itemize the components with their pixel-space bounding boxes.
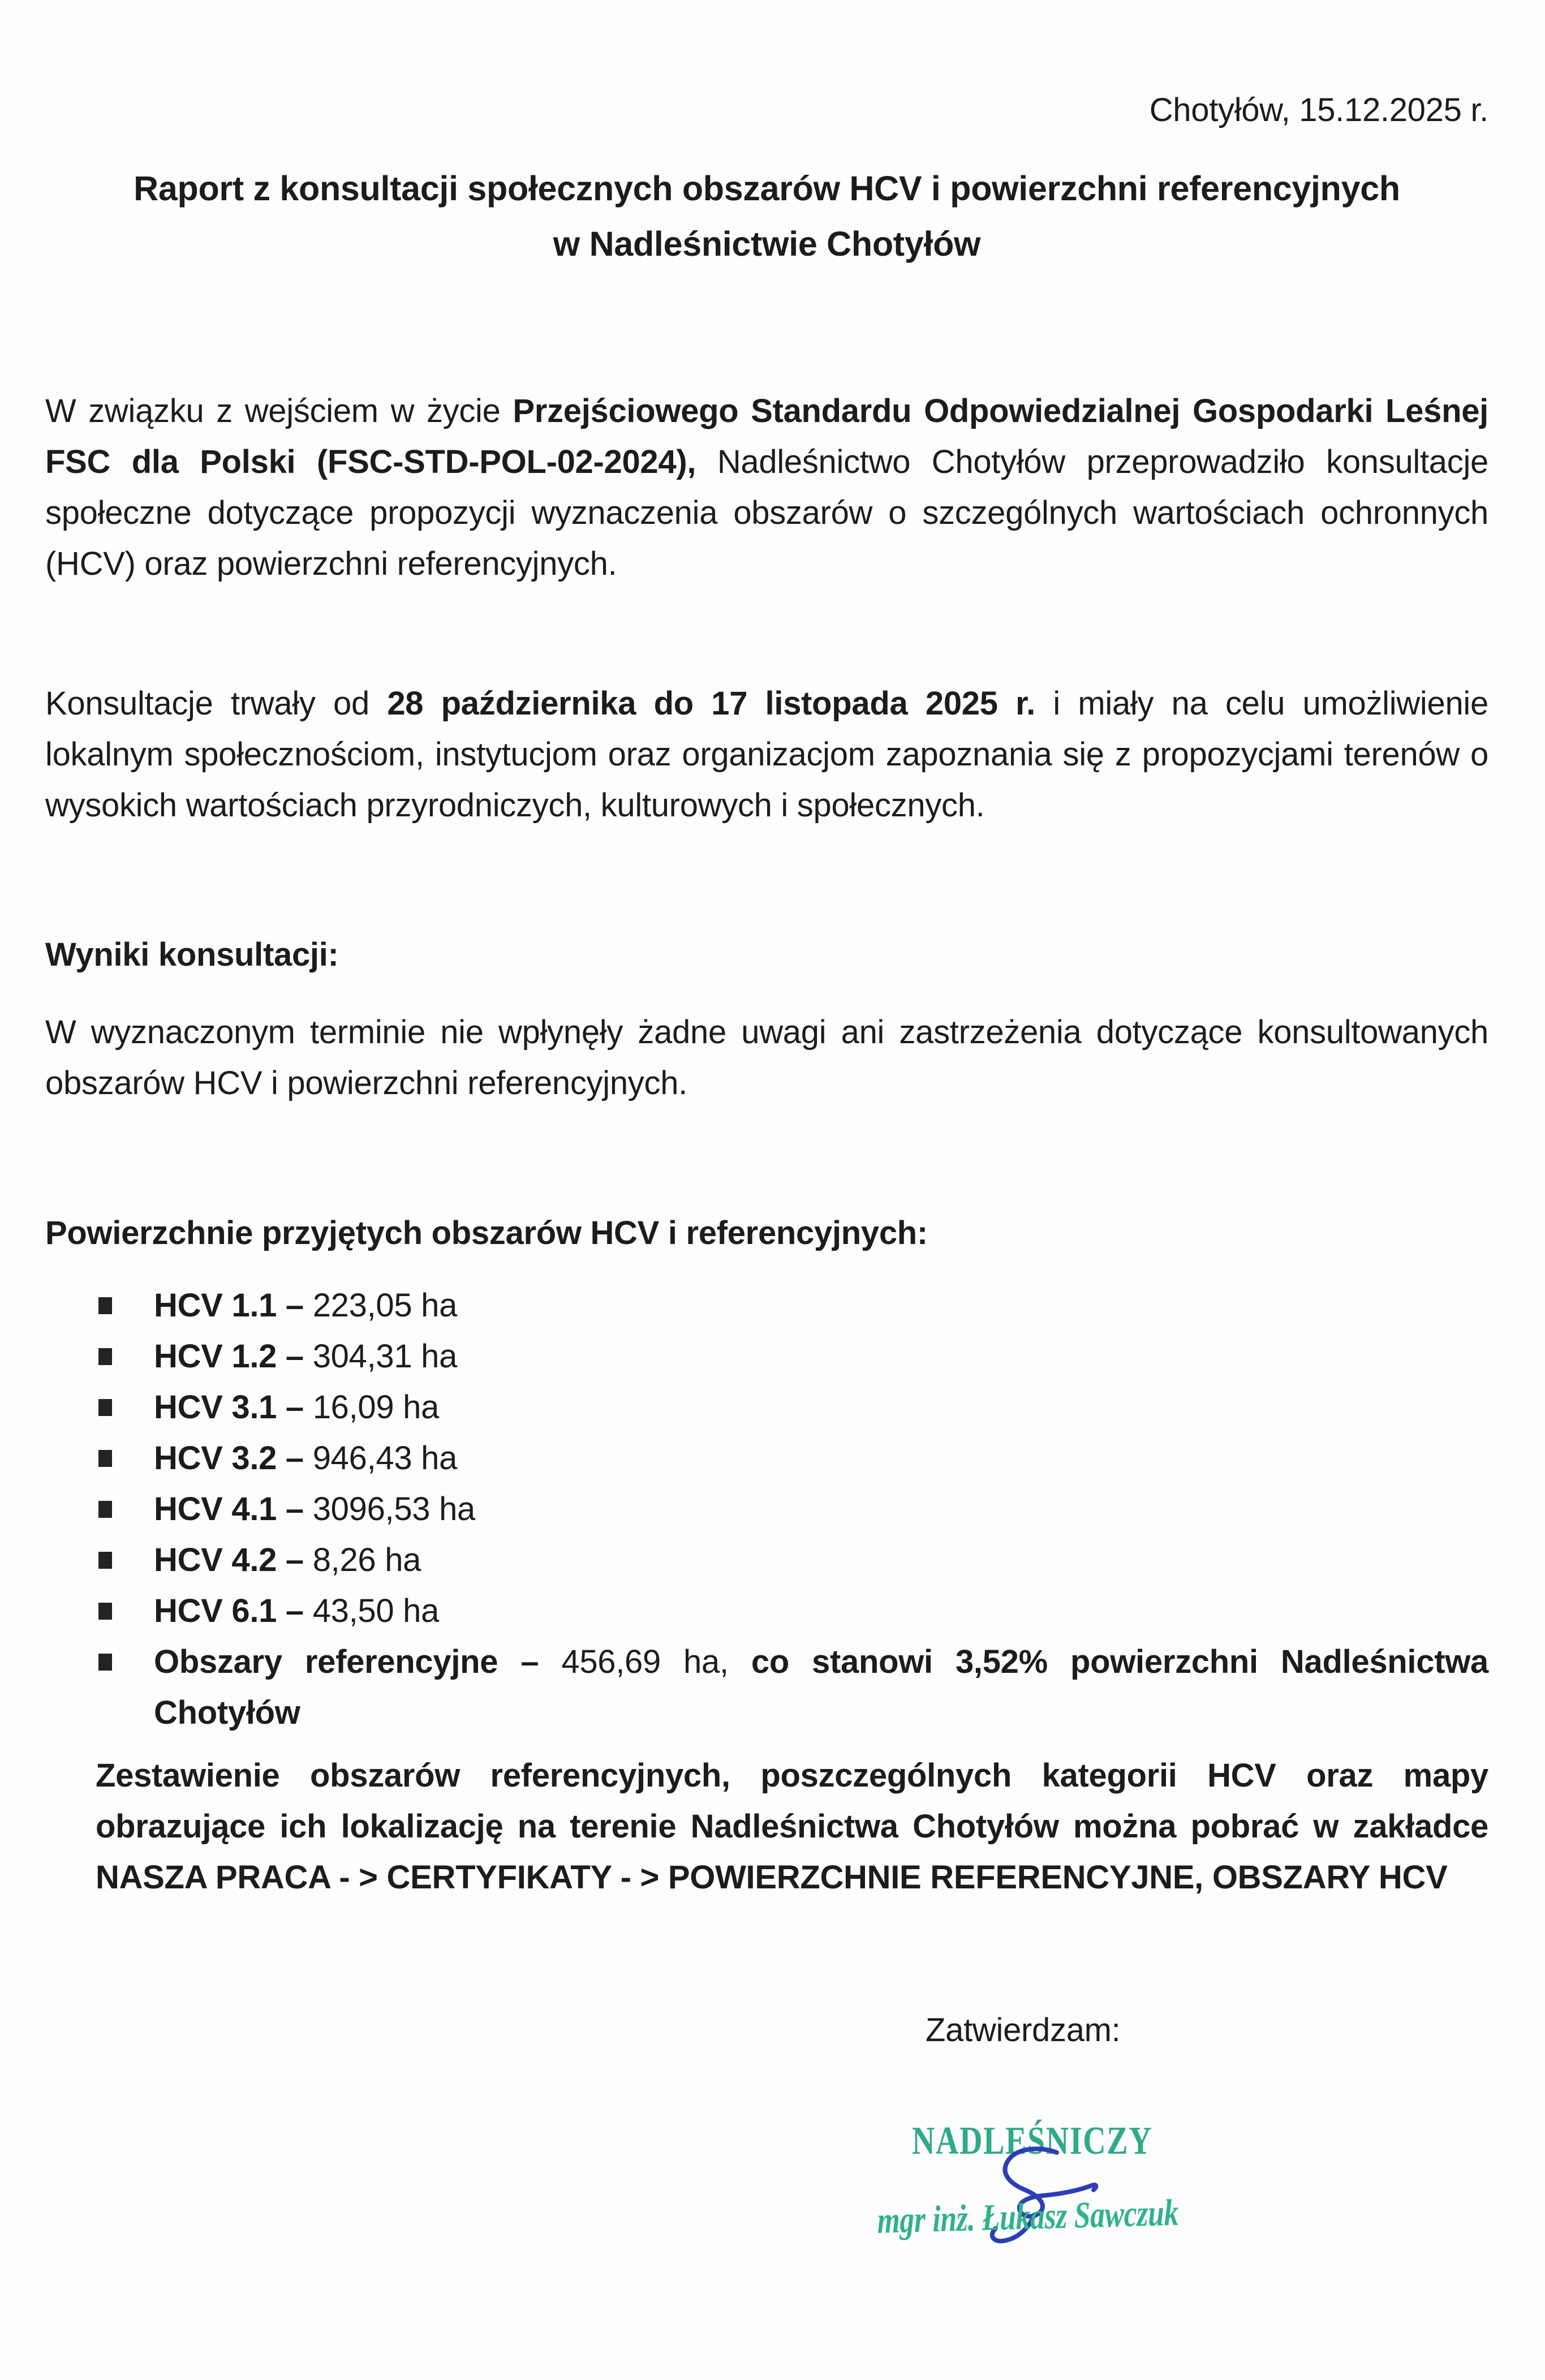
dash-separator: – bbox=[277, 1389, 313, 1426]
period-dates: 28 października do 17 listopada 2025 r. bbox=[387, 685, 1035, 722]
intro-text-pre: W związku z wejściem w życie bbox=[45, 393, 513, 429]
hcv-area-list bbox=[45, 1280, 1488, 1738]
hcv-item-value: 456,69 ha, bbox=[561, 1643, 729, 1680]
paragraph-results: W wyznaczonym terminie nie wpłynęły żadne uwagi ani zastrzeżenia dotyczące konsultowanych obszarów HCV i powierzchni referencyjnych. bbox=[45, 1014, 1488, 1101]
dash-separator: – bbox=[277, 1287, 313, 1324]
hcv-list-item bbox=[45, 1433, 1488, 1484]
hcv-item-label: HCV 4.2 bbox=[154, 1542, 277, 1578]
title-line-2: w Nadleśnictwie Chotyłów bbox=[553, 225, 981, 263]
heading-areas: Powierzchnie przyjętych obszarów HCV i referencyjnych: bbox=[45, 1215, 928, 1251]
hcv-list-item bbox=[45, 1484, 1488, 1535]
intro-text-post: Nadleśnictwo Chotyłów przeprowadziło konsultacje społeczne dotyczące propozycji wyznaczenia obszarów o szczególnych wartościach ochronnych (HCV) oraz powierzchni referencyjnych. bbox=[45, 444, 1488, 582]
hcv-item-label: HCV 1.2 bbox=[154, 1338, 277, 1375]
dash-separator: – bbox=[277, 1491, 313, 1527]
hcv-item-label: Obszary referencyjne bbox=[154, 1643, 498, 1680]
dash-separator: – bbox=[277, 1542, 313, 1578]
forester-stamp-title: NADLEŚNICZY bbox=[912, 2119, 1153, 2163]
hcv-item-value: 304,31 ha bbox=[312, 1338, 458, 1375]
hcv-list-item bbox=[45, 1280, 1488, 1331]
hcv-item-label: HCV 3.1 bbox=[154, 1389, 277, 1426]
title-line-1: Raport z konsultacji społecznych obszarów HCV i powierzchni referencyjnych bbox=[134, 169, 1400, 208]
paragraph-consultation-period bbox=[45, 678, 1488, 831]
hcv-item-value: 3096,53 ha bbox=[312, 1491, 475, 1527]
intro-standard-name: Przejściowego Standardu Odpowiedzialnej Gospodarki Leśnej FSC dla Polski (FSC-STD-POL-02-2024), bbox=[45, 393, 1488, 480]
period-text-post: i miały na celu umożliwienie lokalnym społecznościom, instytucjom oraz organizacjom zapoznania się z propozycjami terenów o wysokich wartościach przyrodniczych, kulturowych i społecznych. bbox=[45, 685, 1488, 824]
hcv-item-label: HCV 3.2 bbox=[154, 1440, 277, 1477]
hcv-list-item bbox=[45, 1331, 1488, 1382]
hcv-list-item bbox=[45, 1637, 1488, 1738]
dash-separator: – bbox=[498, 1643, 562, 1680]
hcv-item-label: HCV 1.1 bbox=[154, 1287, 277, 1324]
dash-separator: – bbox=[277, 1338, 313, 1375]
dash-separator: – bbox=[277, 1593, 313, 1629]
dash-separator: – bbox=[277, 1440, 313, 1477]
signature-section bbox=[45, 2005, 1488, 2299]
signer-name: mgr inż. Łukasz Sawczuk bbox=[877, 2192, 1179, 2241]
page-title bbox=[45, 161, 1488, 272]
hcv-item-value: 8,26 ha bbox=[312, 1542, 421, 1578]
hcv-list-item bbox=[45, 1586, 1488, 1637]
hcv-list-item bbox=[45, 1535, 1488, 1586]
hcv-list-item bbox=[45, 1382, 1488, 1433]
paragraph-intro bbox=[45, 386, 1488, 589]
hcv-item-value: 16,09 ha bbox=[312, 1389, 440, 1426]
heading-results: Wyniki konsultacji: bbox=[45, 936, 339, 973]
place-date-line: Chotyłów, 15.12.2025 r. bbox=[1149, 92, 1488, 128]
period-text-pre: Konsultacje trwały od bbox=[45, 685, 388, 722]
document-page bbox=[45, 85, 1488, 2299]
hcv-item-value: 43,50 ha bbox=[312, 1593, 440, 1629]
paragraph-download-note: Zestawienie obszarów referencyjnych, poszczególnych kategorii HCV oraz mapy obrazujące ich lokalizację na terenie Nadleśnictwa Chotyłów można pobrać w zakładce NASZA PRACA - > CERTYFIKATY - > POWIERZCHNIE REFERENCYJNE, OBSZARY HCV bbox=[96, 1757, 1488, 1896]
approval-label: Zatwierdzam: bbox=[926, 2012, 1121, 2048]
hcv-item-note: co stanowi 3,52% powierzchni Nadleśnictwa Chotyłów bbox=[154, 1643, 1488, 1731]
hcv-item-label: HCV 6.1 bbox=[154, 1593, 277, 1629]
hcv-item-label: HCV 4.1 bbox=[154, 1491, 277, 1527]
hcv-item-value: 223,05 ha bbox=[312, 1287, 458, 1324]
hcv-item-value: 946,43 ha bbox=[312, 1440, 458, 1477]
